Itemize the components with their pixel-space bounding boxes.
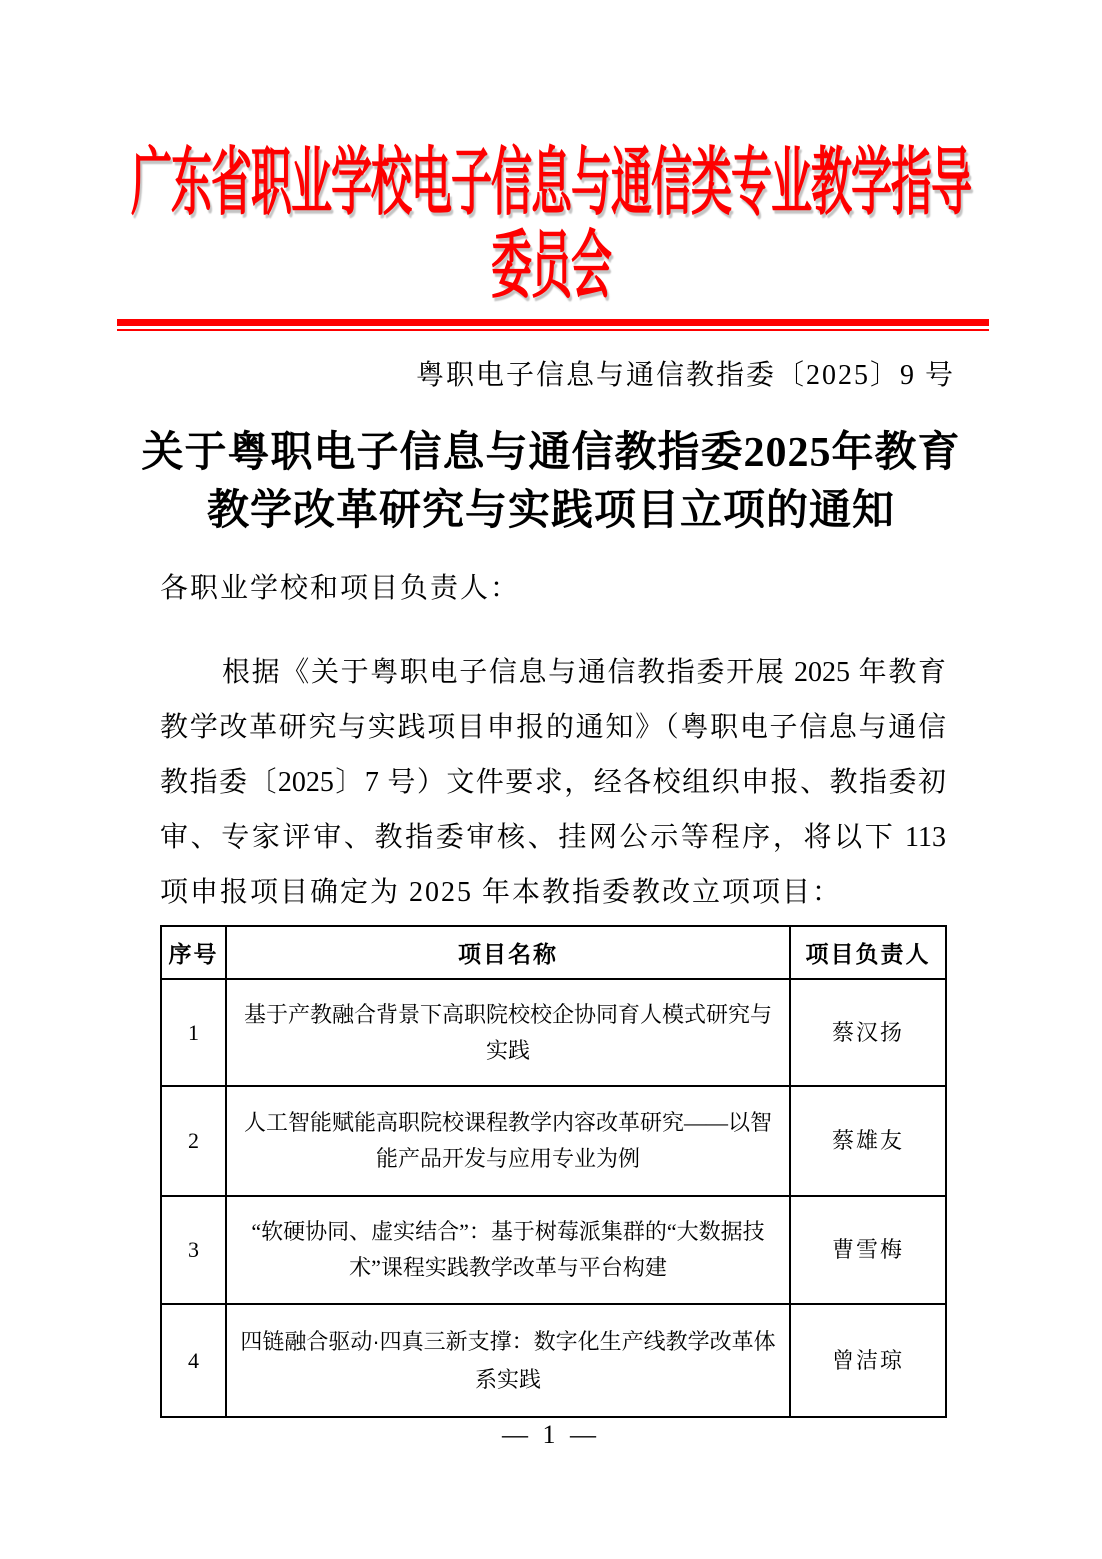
- letterhead-line-2: 委员会: [491, 223, 611, 307]
- column-header-project-name: 项目名称: [226, 926, 790, 979]
- page-number: — 1 —: [502, 1420, 600, 1449]
- table-row: [161, 979, 946, 1086]
- row-number: 2: [161, 1086, 226, 1196]
- row-number: 3: [161, 1196, 226, 1304]
- body-line: 教指委〔2025〕7 号）文件要求，经各校组织申报、教指委初: [160, 767, 946, 798]
- project-name: “软硬协同、虚实结合”：基于树莓派集群的“大数据技术”课程实践教学改革与平台构建: [226, 1196, 790, 1304]
- project-name: 基于产教融合背景下高职院校校企协同育人模式研究与实践: [226, 979, 790, 1086]
- project-leader: 蔡雄友: [790, 1086, 946, 1196]
- body-paragraph: [160, 645, 946, 920]
- red-divider-rule: [117, 319, 989, 331]
- body-line: 教学改革研究与实践项目申报的通知》（粤职电子信息与通信: [160, 712, 946, 743]
- letterhead-org-title: [0, 141, 1102, 307]
- table-header-row: [161, 926, 946, 979]
- project-leader: 曹雪梅: [790, 1196, 946, 1304]
- notice-title-line-2: 教学改革研究与实践项目立项的通知: [206, 488, 895, 534]
- notice-title-line-1: 关于粤职电子信息与通信教指委2025年教育: [141, 430, 961, 476]
- project-name: 人工智能赋能高职院校课程教学内容改革研究——以智能产品开发与应用专业为例: [226, 1086, 790, 1196]
- column-header-no: 序号: [161, 926, 226, 979]
- row-number: 4: [161, 1304, 226, 1417]
- column-header-leader: 项目负责人: [790, 926, 946, 979]
- table-row: [161, 1086, 946, 1196]
- body-line: 项申报项目确定为 2025 年本教指委教改立项项目：: [160, 877, 843, 908]
- row-number: 1: [161, 979, 226, 1086]
- project-leader: 蔡汉扬: [790, 979, 946, 1086]
- table-row: [161, 1196, 946, 1304]
- salutation: 各职业学校和项目负责人：: [160, 573, 521, 604]
- body-line: 根据《关于粤职电子信息与通信教指委开展 2025 年教育: [222, 657, 946, 688]
- projects-table: [160, 925, 947, 1418]
- notice-title: [0, 424, 1102, 540]
- letterhead-line-1: 广东省职业学校电子信息与通信类专业教学指导: [131, 141, 971, 224]
- body-line: 审、专家评审、教指委审核、挂网公示等程序，将以下 113: [160, 822, 946, 853]
- project-leader: 曾洁琼: [790, 1304, 946, 1417]
- table-row: [161, 1304, 946, 1417]
- project-name: 四链融合驱动·四真三新支撑：数字化生产线教学改革体系实践: [226, 1304, 790, 1417]
- document-number: 粤职电子信息与通信教指委〔2025〕9 号: [415, 360, 955, 391]
